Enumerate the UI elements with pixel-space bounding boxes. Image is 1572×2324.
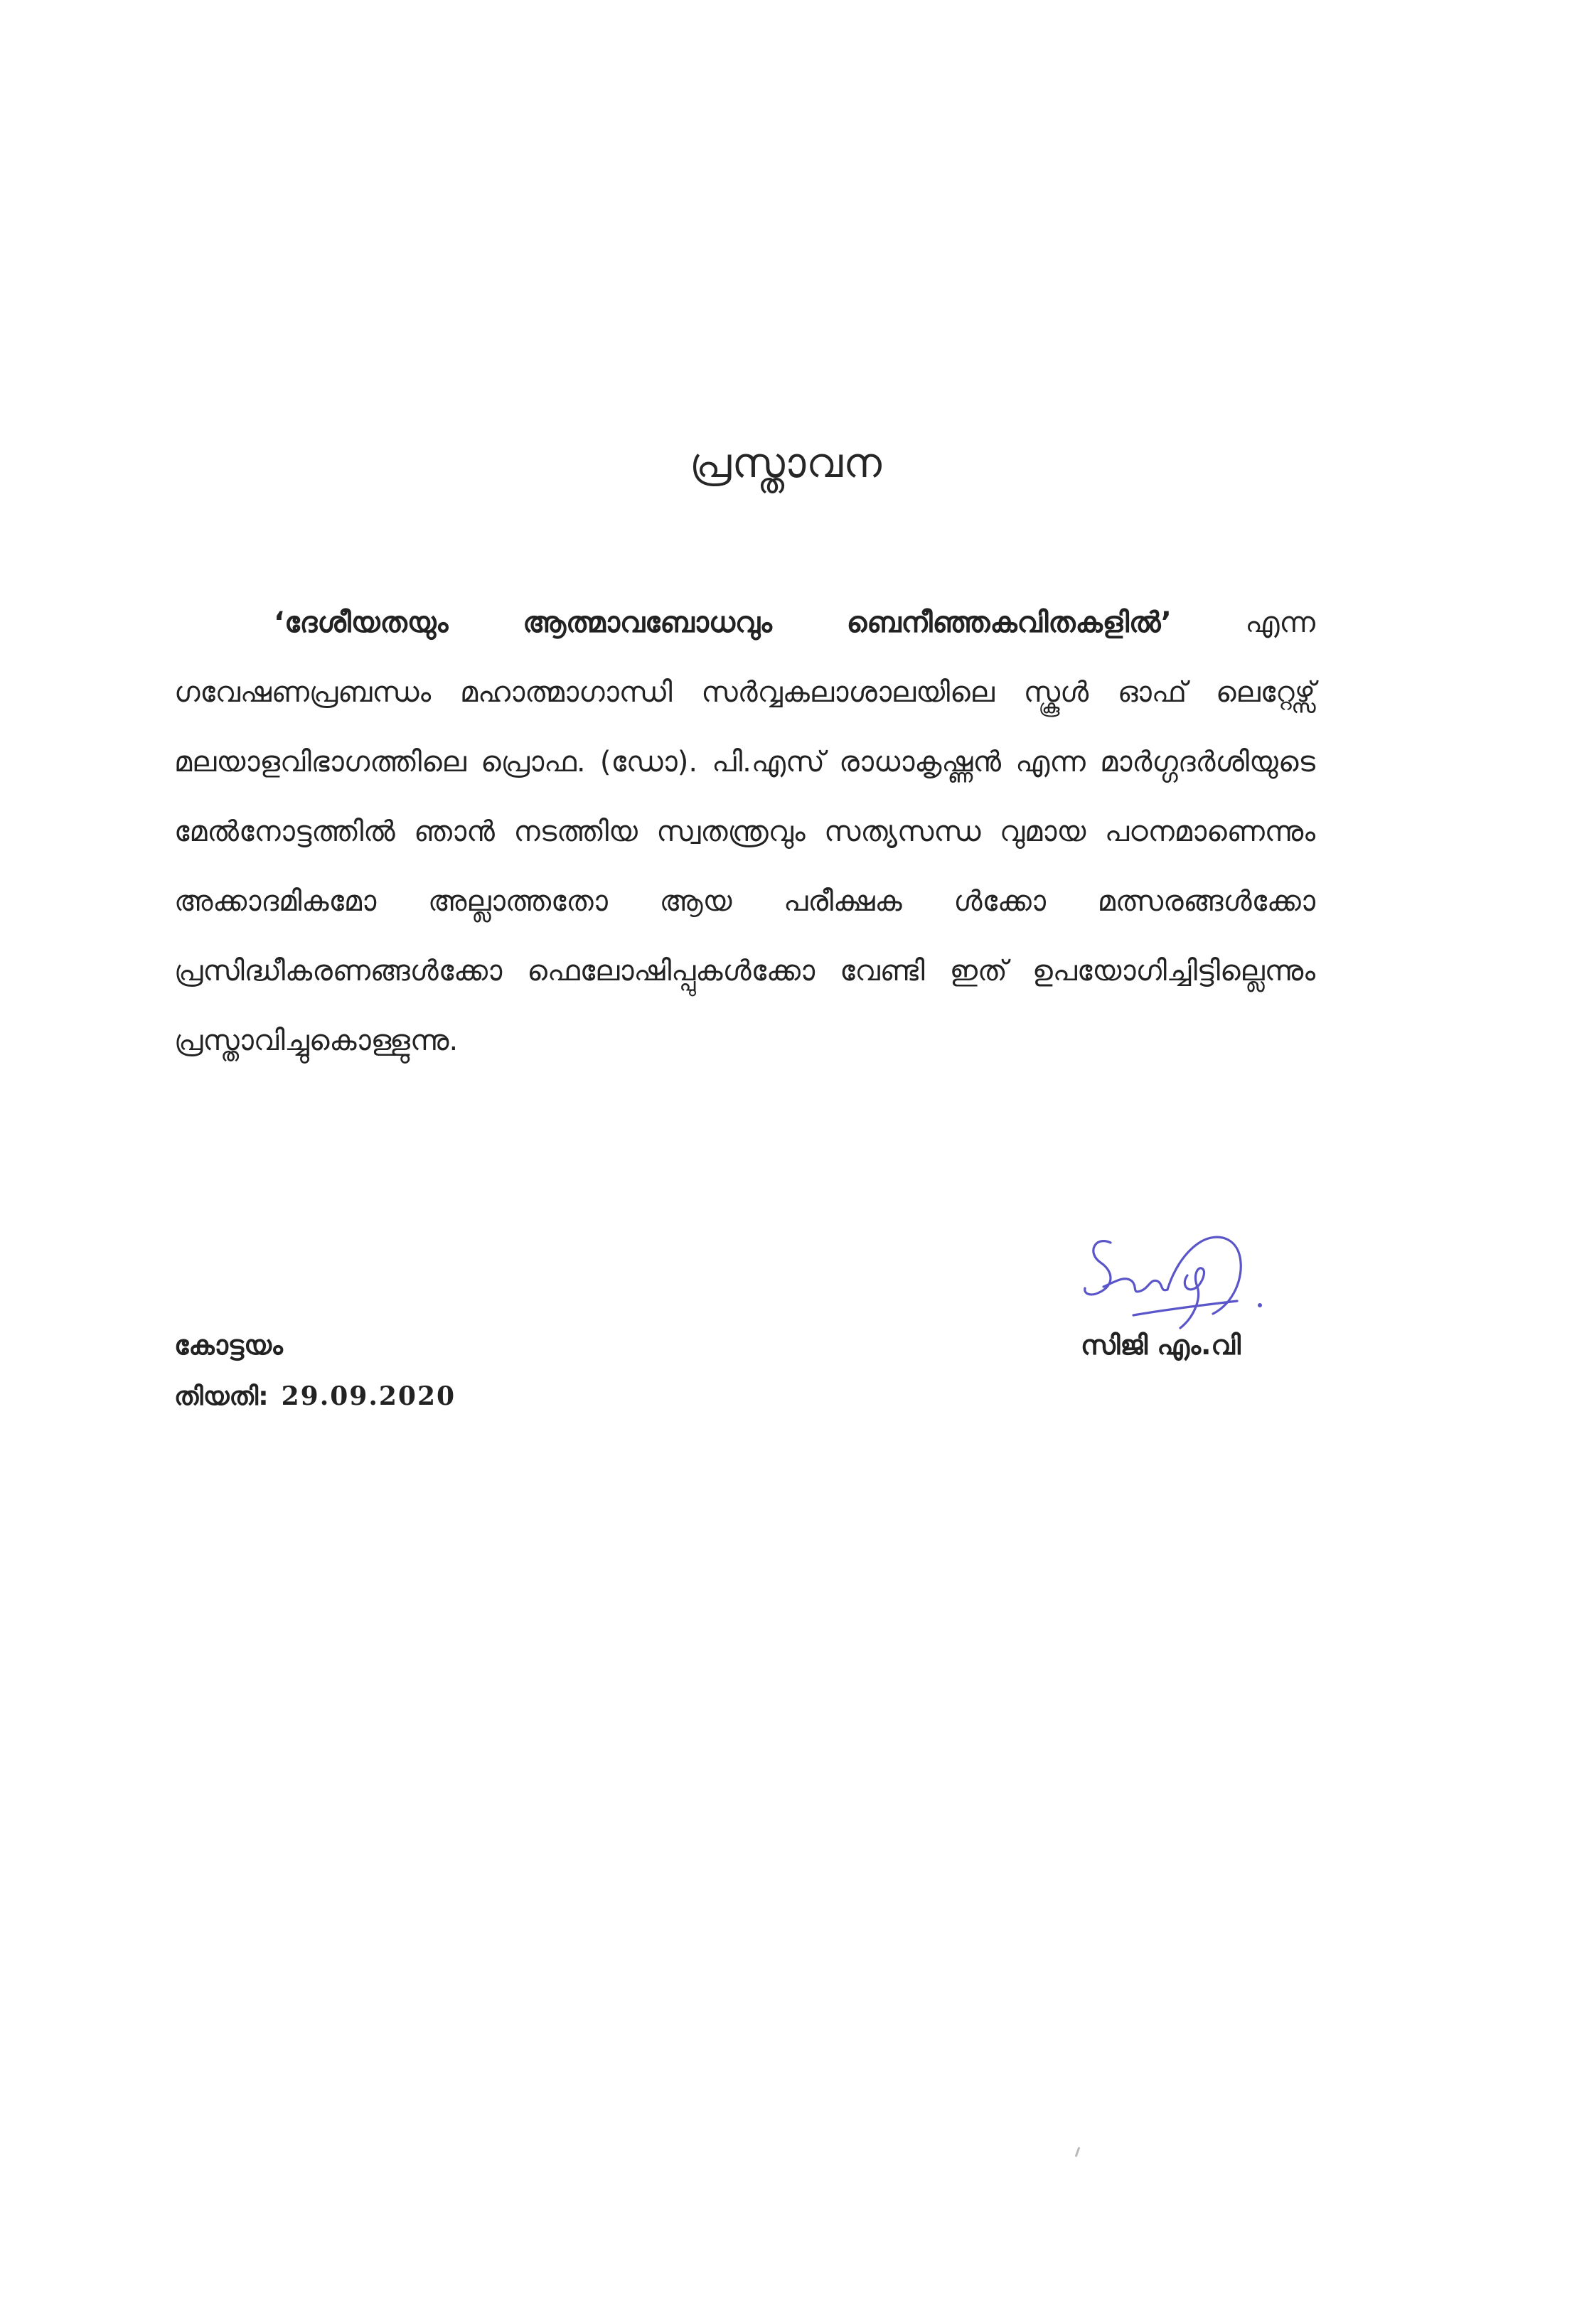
scan-speck bbox=[1075, 2147, 1081, 2157]
signatory-name: സിജി എം.വി bbox=[1081, 1329, 1241, 1361]
handwritten-signature bbox=[1066, 1201, 1280, 1337]
place-name: കോട്ടയം bbox=[174, 1329, 283, 1361]
thesis-title: ‘ദേശീയതയും ആത്മാവബോധവും ബെനീഞ്ഞകവിതകളിൽ’ bbox=[274, 606, 1172, 639]
page-title: പ്രസ്താവന bbox=[690, 438, 882, 487]
date-value: 29.09.2020 bbox=[281, 1381, 456, 1411]
date-line bbox=[174, 1381, 456, 1412]
date-label: തിയതി: bbox=[174, 1382, 269, 1411]
declaration-paragraph bbox=[174, 588, 1315, 1076]
declaration-text: എന്ന ഗവേഷണപ്രബന്ധം മഹാത്മാഗാന്ധി സർവ്വകലാശാലയിലെ സ്കൂൾ ഓഫ് ലെറ്റേഴ്സ് മലയാളവിഭാഗത്തിലെ പ്രൊഫ. (ഡോ). പി.എസ് രാധാകൃഷ്ണൻ എന്ന മാർഗ്ഗദർശിയുടെ മേൽനോട്ടത്തിൽ ഞാൻ നടത്തിയ സ്വതന്ത്രവും സത്യസന്ധ വുമായ പഠനമാണെന്നും അക്കാദമികമോ അല്ലാത്തതോ ആയ പരീക്ഷക ൾക്കോ മത്സരങ്ങൾക്കോ പ്രസിദ്ധീകരണങ്ങൾക്കോ ഫെലോഷിപ്പുകൾക്കോ വേണ്ടി ഇത് ഉപയോഗിച്ചിട്ടില്ലെന്നും പ്രസ്താവിച്ചുകൊള്ളുന്നു. bbox=[174, 606, 1315, 1057]
